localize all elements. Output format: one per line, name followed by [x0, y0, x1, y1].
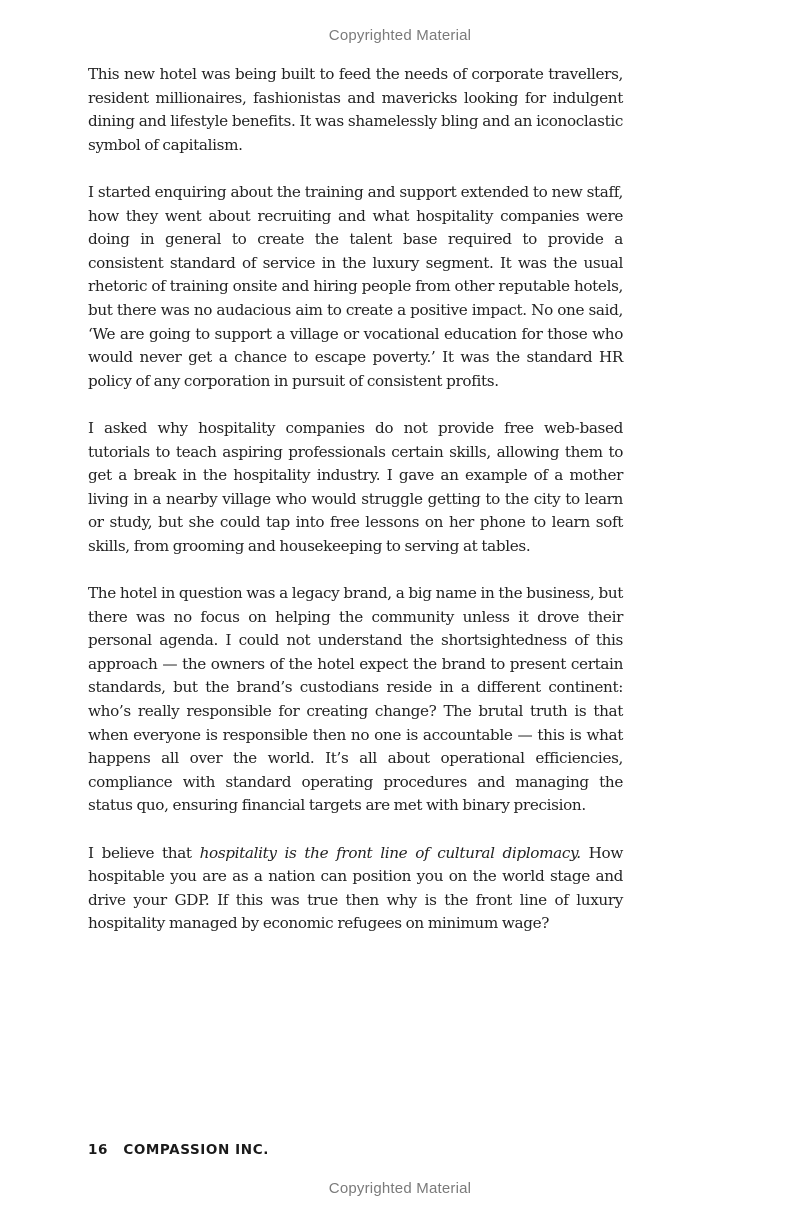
paragraph-2: I started enquiring about the training and support extended to new staff, how they went about recruiting and what hospitality companies were doing in general to create the talent base required to provide a consistent standard of service in the luxury segment. It was the usual rhetoric of training onsite and hiring people from other reputable hotels, but there was no audacious aim to create a positive impact. No one said, ‘We are going to support a village or vocational education for those who would never get a chance to escape poverty.’ It was the standard HR policy of any corporation in pursuit of consistent profits. — [88, 182, 623, 390]
page-body — [88, 63, 623, 960]
paragraph-5 — [88, 842, 623, 936]
paragraph-5-emphasis: hospitality is the front line of cultural diplomacy. — [199, 843, 581, 862]
copyright-watermark-bottom: Copyrighted Material — [328, 1180, 472, 1197]
paragraph-5-lead: I believe that — [88, 843, 200, 862]
paragraph-5-rest: How hospitable you are as a nation can position you on the world stage and drive your GDP. If this was true then why is the front line of luxury hospitality managed by economic refugees on minimum wage? — [88, 843, 623, 933]
paragraph-1: This new hotel was being built to feed the needs of corporate travellers, resident millionaires, fashionistas and mavericks looking for indulgent dining and lifestyle benefits. It was shamelessly bling and an iconoclastic symbol of capitalism. — [88, 65, 623, 154]
paragraph-3: I asked why hospitality companies do not provide free web-based tutorials to teach aspiring professionals certain skills, allowing them to get a break in the hospitality industry. I gave an example of a mother living in a nearby village who would struggle getting to the city to learn or study, but she could tap into free lessons on her phone to learn soft skills, from grooming and housekeeping to serving at tables. — [88, 418, 623, 555]
running-title: COMPASSION INC. — [123, 1142, 269, 1158]
paragraph-4: The hotel in question was a legacy brand, a big name in the business, but there was no focus on helping the community unless it drove their personal agenda. I could not understand the shortsightedness of this approach — the owners of the hotel expect the brand to present certain standards, but the brand’s custodians reside in a different continent: who’s really responsible for creating change? The brutal truth is that when everyone is responsible then no one is accountable — this is what happens all over the world. It’s all about operational efficiencies, compliance with standard operating procedures and managing the status quo, ensuring financial targets are met with binary precision. — [88, 584, 623, 815]
page-footer — [88, 1142, 269, 1158]
page-number: 16 — [88, 1142, 108, 1158]
copyright-watermark-top: Copyrighted Material — [328, 27, 472, 44]
